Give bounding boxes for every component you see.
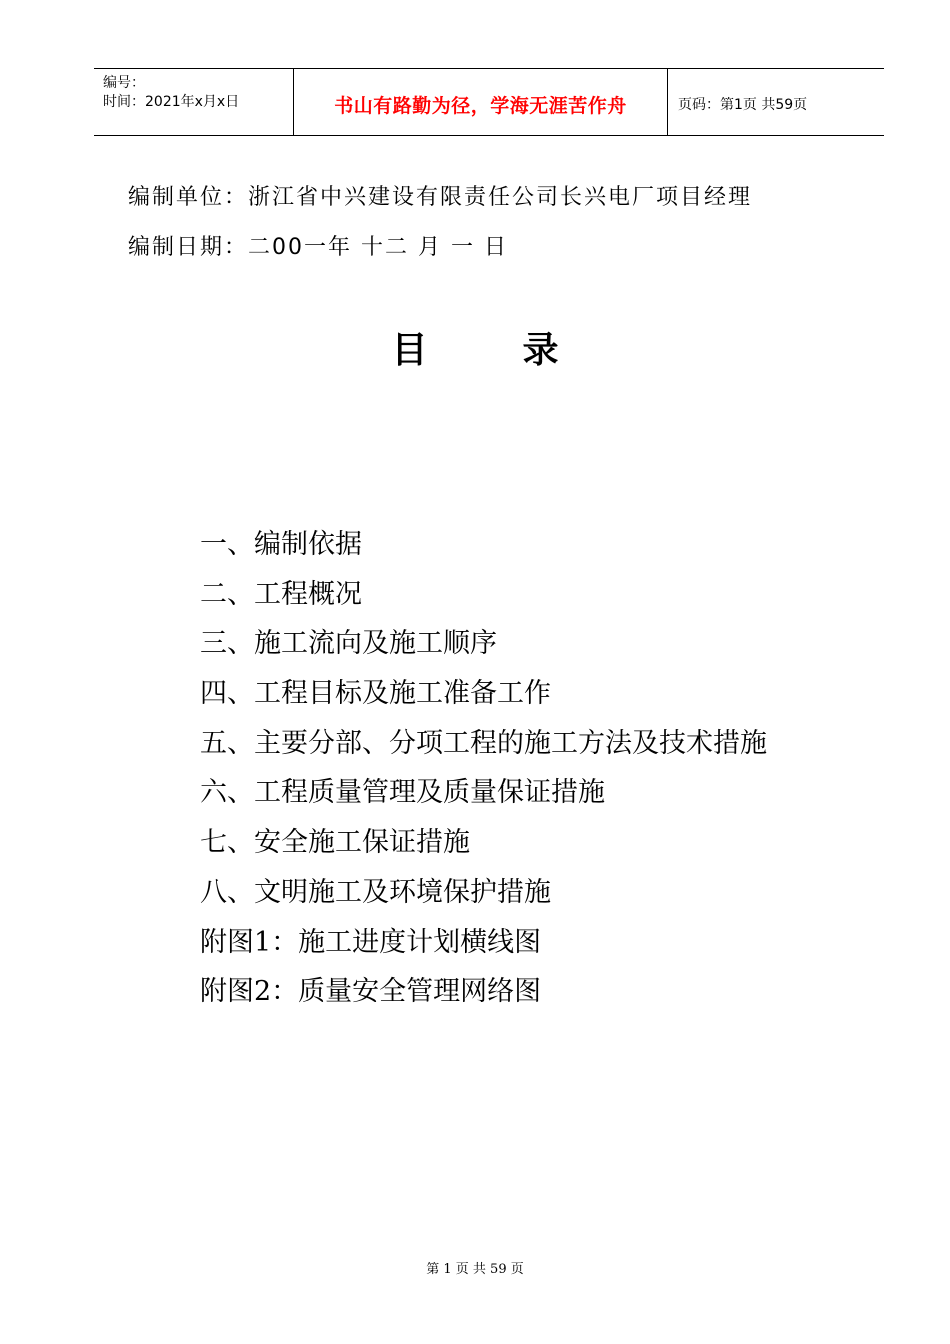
toc-item[interactable]: 一、编制依据 — [200, 529, 362, 560]
toc-item[interactable]: 八、文明施工及环境保护措施 — [200, 876, 551, 908]
toc-item[interactable]: 六、工程质量管理及质量保证措施 — [200, 777, 605, 809]
toc-item[interactable]: 七、安全施工保证措施 — [200, 827, 470, 859]
toc-list — [200, 524, 767, 1021]
toc-item[interactable]: 二、工程概况 — [200, 578, 362, 610]
document-number-label: 编号： — [103, 75, 145, 91]
toc-title-char-1: 目 — [391, 330, 428, 371]
header-motto-cell — [294, 69, 668, 135]
document-time-label: 时间：2021年x月x日 — [103, 94, 240, 110]
toc-item[interactable]: 三、施工流向及施工顺序 — [200, 628, 497, 660]
header-meta-cell — [94, 69, 294, 135]
header-page-info: 页码：第1页 共59页 — [678, 97, 808, 113]
header-page-cell — [668, 69, 884, 135]
compile-date: 编制日期：二00一年 十二 月 一 日 — [128, 235, 508, 260]
toc-item[interactable]: 五、主要分部、分项工程的施工方法及技术措施 — [200, 727, 767, 759]
page-header — [94, 68, 884, 136]
toc-item[interactable]: 附图1：施工进度计划横线图 — [200, 926, 542, 958]
toc-item[interactable]: 四、工程目标及施工准备工作 — [200, 678, 551, 710]
toc-item[interactable]: 附图2：质量安全管理网络图 — [200, 976, 542, 1008]
page-footer: 第 1 页 共 59 页 — [426, 1262, 524, 1277]
compile-unit: 编制单位：浙江省中兴建设有限责任公司长兴电厂项目经理 — [128, 185, 753, 210]
toc-title — [0, 322, 950, 373]
toc-title-char-2: 录 — [522, 330, 559, 371]
header-motto: 书山有路勤为径，学海无涯苦作舟 — [334, 95, 627, 117]
